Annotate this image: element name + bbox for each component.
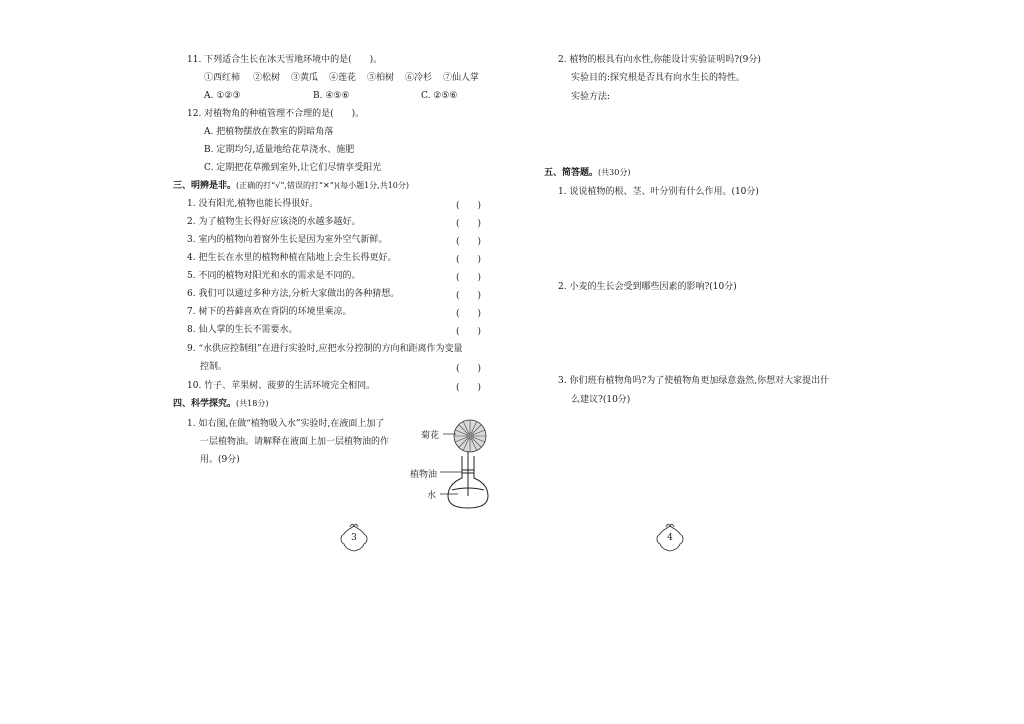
judge-item: 2. 为了植物生长得好应该浇的水越多越好。 (187, 217, 361, 227)
judge-item: 5. 不同的植物对阳光和水的需求是不同的。 (187, 271, 361, 281)
judge-item-cont: 控制。 (200, 362, 228, 372)
page-number: 3 (351, 533, 357, 543)
s5-q2: 2. 小麦的生长会受到哪些因素的影响?(10分) (558, 282, 737, 292)
q12-option-b: B. 定期均匀,适量地给花草浇水、施肥 (204, 145, 355, 155)
answer-blank: ( ) (456, 383, 482, 393)
q11-item: ⑦仙人掌 (443, 73, 480, 83)
q11-option-c: C. ②⑤⑥ (421, 91, 458, 101)
section-4-heading (173, 398, 268, 410)
section-5-heading (544, 167, 630, 179)
label-plant-oil: 植物油 (410, 470, 438, 480)
s4-q1-line: 一层植物油。请解释在液面上加一层植物油的作 (200, 437, 390, 447)
section-5-title: 五、简答题。 (544, 168, 599, 178)
section-4-note: (共18分) (236, 399, 269, 408)
q11-item: ③黄瓜 (291, 73, 319, 83)
q11-option-a: A. ①②③ (204, 91, 241, 101)
q11-item: ⑤柏树 (367, 73, 395, 83)
answer-blank: ( ) (456, 273, 482, 283)
q2-method: 实验方法: (571, 92, 611, 102)
q12-stem: 12. 对植物角的种植管理不合理的是( )。 (187, 109, 365, 119)
section-5-note: (共30分) (598, 168, 631, 177)
q11-item: ②松树 (253, 73, 281, 83)
s4-q1-line: 1. 如右图,在做“植物吸入水”实验时,在液面上加了 (187, 419, 385, 429)
answer-blank: ( ) (456, 201, 482, 211)
q11-item: ④莲花 (329, 73, 357, 83)
answer-blank: ( ) (456, 255, 482, 265)
answer-blank: ( ) (456, 237, 482, 247)
judge-item: 1. 没有阳光,植物也能长得很好。 (187, 199, 319, 209)
q11-item: ①西红柿 (204, 73, 241, 83)
q11-item: ⑥冷杉 (405, 73, 433, 83)
section-3-heading (173, 180, 409, 192)
page-number: 4 (667, 533, 673, 543)
flower-flask-figure (410, 412, 510, 510)
answer-blank: ( ) (456, 364, 482, 374)
s4-q1-line: 用。(9分) (200, 455, 240, 465)
judge-item: 4. 把生长在水里的植物种植在陆地上会生长得更好。 (187, 253, 397, 263)
label-water: 水 (427, 491, 437, 501)
answer-blank: ( ) (456, 219, 482, 229)
s5-q3-line: 3. 你们班有植物角吗?为了使植物角更加绿意盎然,你想对大家提出什 (558, 376, 830, 386)
q12-option-c: C. 定期把花草搬到室外,让它们尽情享受阳光 (204, 163, 382, 173)
q11-stem: 11. 下列适合生长在冰天雪地环境中的是( )。 (187, 55, 383, 65)
q11-option-b: B. ④⑤⑥ (313, 91, 350, 101)
q2-stem: 2. 植物的根具有向水性,你能设计实验证明吗?(9分) (558, 55, 761, 65)
section-3-note: (正确的打“√”,错误的打“✕”)(每小题1分,共10分) (236, 181, 410, 190)
q12-option-a: A. 把植物摆放在教室的阴暗角落 (204, 127, 334, 137)
section-3-title: 三、明辨是非。 (173, 181, 237, 191)
judge-item: 9. “水供应控制组”在进行实验时,应把水分控制的方向和距离作为变量 (187, 344, 463, 354)
judge-item: 7. 树下的苔藓喜欢在背阴的环境里乘凉。 (187, 307, 352, 317)
judge-item: 10. 竹子、苹果树、菠萝的生活环境完全相同。 (187, 381, 376, 391)
section-4-title: 四、科学探究。 (173, 399, 237, 409)
judge-item: 3. 室内的植物向着窗外生长是因为室外空气新鲜。 (187, 235, 388, 245)
answer-blank: ( ) (456, 327, 482, 337)
s5-q3-line: 么建议?(10分) (571, 395, 631, 405)
answer-blank: ( ) (456, 291, 482, 301)
label-chrysanthemum: 菊花 (421, 431, 440, 441)
chrysanthemum-icon (454, 420, 486, 452)
q2-purpose: 实验目的:探究根是否具有向水生长的特性。 (571, 73, 746, 83)
judge-item: 8. 仙人掌的生长不需要水。 (187, 325, 298, 335)
judge-item: 6. 我们可以通过多种方法,分析大家做出的各种猜想。 (187, 289, 400, 299)
s5-q1: 1. 说说植物的根、茎、叶分别有什么作用。(10分) (558, 187, 759, 197)
answer-blank: ( ) (456, 309, 482, 319)
